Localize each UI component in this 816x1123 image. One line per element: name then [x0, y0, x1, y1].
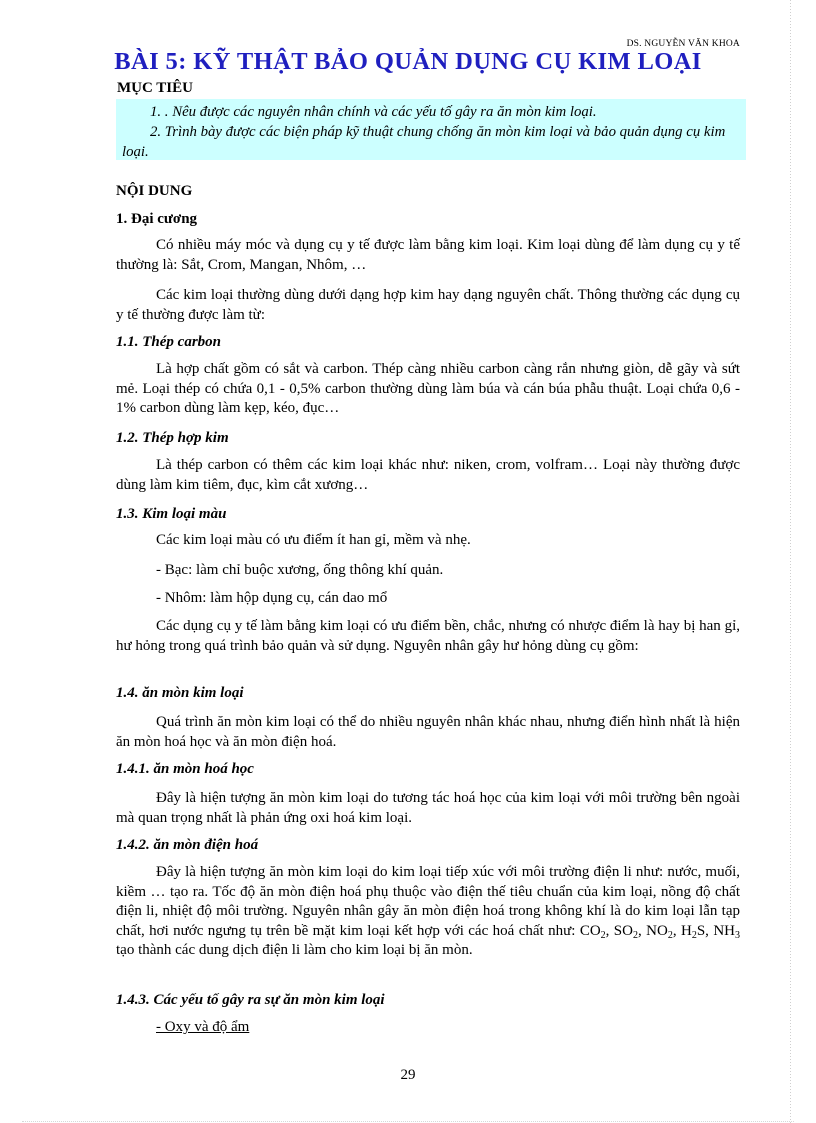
section-1-4-2-text-tail: tạo thành các dung dịch điện li làm cho kim loại bị ăn mòn. — [116, 942, 473, 958]
section-1-4-3-heading: 1.4.3. Các yếu tố gây ra sự ăn mòn kim loại — [116, 992, 385, 1008]
section-1-3-paragraph: Các dụng cụ y tế làm bằng kim loại có ưu điểm bền, chắc, nhưng có nhược điểm là hay bị han gỉ, hư hỏng trong quá trình bảo quản và sử dụng. Nguyên nhân gây hư hỏng dùng cụ gồm: — [116, 618, 740, 654]
section-1-4-1-heading: 1.4.1. ăn mòn hoá học — [116, 761, 254, 777]
section-1-2-paragraph: Là thép carbon có thêm các kim loại khác như: niken, crom, volfram… Loại này thường được dùng làm kim tiêm, đục, kìm cắt xương… — [116, 457, 740, 493]
page-number: 29 — [400, 1067, 416, 1083]
section-1-paragraph-1: Có nhiều máy móc và dụng cụ y tế được làm bằng kim loại. Kim loại dùng để làm dụng cụ y tế thường là: Sắt, Crom, Mangan, Nhôm, … — [116, 237, 740, 273]
section-1-4-paragraph: Quá trình ăn mòn kim loại có thể do nhiều nguyên nhân khác nhau, nhưng điển hình nhất là hiện ăn mòn hoá học và ăn mòn điện hoá. — [116, 714, 740, 750]
objective-item-2: 2. Trình bày được các biện pháp kỹ thuật chung chống ăn mòn kim loại và bảo quản dụng cụ kim loại. — [122, 124, 726, 160]
chemical-formulas: $CO_2$, $SO_2$, $NO_2$, $H_2S$, $NH_3$ — [579, 922, 740, 941]
section-1-4-3-line-1: - Oxy và độ ẩm — [156, 1019, 250, 1035]
page-title: BÀI 5: KỸ THẬT BẢO QUẢN DỤNG CỤ KIM LOẠI — [114, 48, 702, 75]
section-1-3-line-2: - Bạc: làm chỉ buộc xương, ống thông khí quản. — [156, 562, 444, 578]
section-1-2-heading: 1.2. Thép hợp kim — [116, 430, 229, 446]
objectives-heading: MỤC TIÊU — [117, 80, 193, 96]
author-name: DS. NGUYỄN VĂN KHOA — [626, 39, 740, 49]
section-1-4-2-heading: 1.4.2. ăn mòn điện hoá — [116, 837, 259, 853]
section-1-4-heading: 1.4. ăn mòn kim loại — [116, 685, 244, 701]
section-1-1-heading: 1.1. Thép carbon — [116, 334, 221, 350]
footer-divider — [22, 1121, 794, 1122]
section-1-paragraph-2: Các kim loại thường dùng dưới dạng hợp kim hay dạng nguyên chất. Thông thường các dụng cụ y tế thường được làm từ: — [116, 287, 740, 323]
section-1-3-line-3: - Nhôm: làm hộp dụng cụ, cán dao mổ — [156, 590, 388, 606]
content-heading: NỘI DUNG — [116, 183, 193, 199]
section-1-4-2-text: Đây là hiện tượng ăn mòn kim loại do kim loại tiếp xúc với môi trường điện li như: nước, muối, kiềm … tạo ra. Tốc độ ăn mòn điện hoá phụ thuộc vào điện thế tiêu chuẩn của kim loại, nồng độ chất điện li, nhiệt độ môi trường. Nguyên nhân gây ăn mòn điện hoá trong không khí là do kim loại lẫn tạp chất, hơi nước ngưng tụ trên bề mặt kim loại kết hợp với các hoá chất như: — [116, 864, 740, 939]
section-1-heading: 1. Đại cương — [116, 211, 198, 227]
objective-item-1: 1. . Nêu được các nguyên nhân chính và các yếu tố gây ra ăn mòn kim loại. — [150, 104, 597, 120]
section-1-3-line-1: Các kim loại màu có ưu điểm ít han gỉ, mềm và nhẹ. — [156, 532, 471, 548]
section-1-4-1-paragraph: Đây là hiện tượng ăn mòn kim loại do tương tác hoá học của kim loại với môi trường bên ngoài mà quan trọng nhất là phản ứng oxi hoá kim loại. — [116, 790, 740, 826]
section-1-3-heading: 1.3. Kim loại màu — [116, 506, 227, 522]
section-1-1-paragraph: Là hợp chất gồm có sắt và carbon. Thép càng nhiều carbon càng rắn nhưng giòn, dễ gãy và sứt mẻ. Loại thép có chứa 0,1 - 0,5% carbon thường dùng làm búa và cán búa phẫu thuật. Loại chứa 0,6 - 1% carbon dùng làm kẹp, kéo, đục… — [116, 361, 740, 416]
right-edge-rule — [790, 0, 791, 1123]
section-1-4-2-paragraph — [116, 863, 740, 961]
